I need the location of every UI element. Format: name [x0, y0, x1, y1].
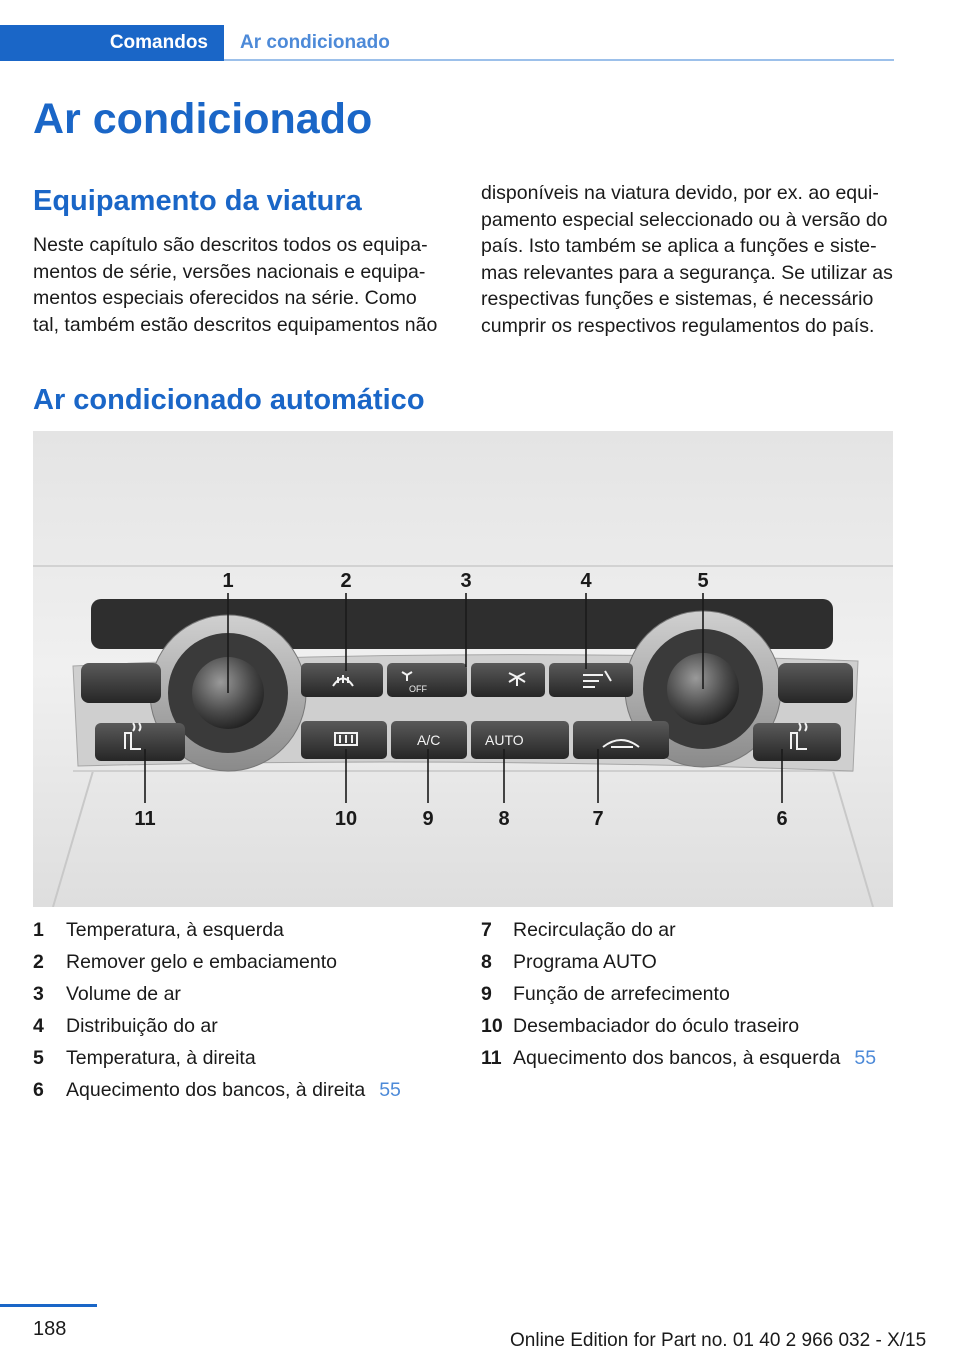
legend-item: [481, 1042, 911, 1074]
legend-item: [481, 978, 911, 1010]
legend-item: [33, 914, 463, 946]
intro-line: disponíveis na viatura devido, por ex. ao equi-: [481, 182, 879, 204]
edition-text: Online Edition for Part no. 01 40 2 966 032 - X/15: [510, 1330, 927, 1351]
footer-rule: [0, 1304, 97, 1307]
tab-ar-condicionado[interactable]: [240, 25, 390, 61]
legend-left: [33, 914, 463, 1106]
defrost-rear-button: [301, 721, 387, 759]
page-reference-link[interactable]: 55: [379, 1079, 401, 1101]
ac-label: A/C: [417, 732, 441, 748]
callout-6: 6: [776, 808, 788, 830]
legend-number: 9: [481, 983, 492, 1005]
legend-text: Programa AUTO: [513, 951, 657, 973]
legend-number: 2: [33, 951, 44, 973]
section-heading-automatico: Ar condicionado automático: [33, 384, 425, 416]
page-number: 188: [33, 1318, 67, 1340]
callout-10: 10: [334, 808, 358, 830]
fan-off-button: [387, 663, 467, 697]
legend-item: [33, 978, 463, 1010]
callout-11: 11: [134, 808, 156, 830]
legend-number: 11: [481, 1047, 502, 1069]
legend-number: 3: [33, 983, 44, 1005]
intro-text-left: [33, 232, 453, 338]
legend-number: 8: [481, 951, 492, 973]
intro-line: país. Isto também se aplica a funções e siste-: [481, 235, 877, 257]
callout-7: 7: [592, 808, 604, 830]
page-reference-link[interactable]: 55: [854, 1047, 877, 1069]
tab-ar-condicionado-label: Ar condicionado: [240, 32, 390, 53]
legend-item: [33, 1010, 463, 1042]
callout-2: 2: [340, 570, 352, 592]
legend-number: 4: [33, 1015, 44, 1037]
tab-comandos-label: Comandos: [109, 32, 208, 53]
section-heading-equipamento: Equipamento da viatura: [33, 185, 362, 217]
intro-line: mentos especiais oferecidos na série. Como: [33, 287, 417, 309]
off-label: OFF: [409, 684, 427, 694]
legend-text: Função de arrefecimento: [513, 983, 730, 1005]
intro-line: cumprir os respectivos regulamentos do país.: [481, 314, 875, 337]
legend-item: [481, 1010, 911, 1042]
callout-1: 1: [222, 570, 234, 592]
legend-number: 10: [481, 1015, 503, 1037]
legend-text: Aquecimento dos bancos, à direita: [66, 1079, 366, 1101]
intro-text-right: [481, 180, 896, 339]
legend-item: [33, 946, 463, 978]
legend-text: Distribuição do ar: [66, 1015, 218, 1037]
legend-item: [33, 1074, 463, 1106]
legend-number: 7: [481, 919, 492, 941]
legend-text: Desembaciador do óculo traseiro: [513, 1015, 800, 1037]
callout-4: 4: [580, 570, 592, 592]
header-rule: [224, 59, 894, 61]
legend-number: 5: [33, 1047, 44, 1069]
legend-number: 6: [33, 1079, 44, 1101]
legend-text: Remover gelo e embaciamento: [66, 951, 337, 973]
callout-5: 5: [697, 570, 709, 592]
legend-right: [481, 914, 911, 1074]
legend-text: Temperatura, à esquerda: [66, 919, 284, 941]
intro-line: respectivas funções e sistemas, é necessário: [481, 288, 874, 310]
callout-3: 3: [460, 570, 472, 592]
callout-9: 9: [422, 808, 434, 830]
legend-item: [481, 914, 911, 946]
legend-text: Temperatura, à direita: [66, 1047, 256, 1069]
intro-line: pamento especial seleccionado ou à versão do: [481, 208, 888, 231]
intro-line: mentos de série, versões nacionais e equipa-: [33, 260, 426, 283]
climate-panel-figure: [33, 431, 893, 907]
legend-text: Aquecimento dos bancos, à esquerda: [513, 1047, 841, 1069]
fan-button: [471, 663, 545, 697]
intro-line: tal, também estão descritos equipamentos não: [33, 313, 438, 336]
page-title: Ar condicionado: [33, 95, 373, 143]
intro-line: mas relevantes para a segurança. Se utilizar as: [481, 261, 893, 284]
legend-number: 1: [33, 919, 44, 941]
legend-text: Volume de ar: [66, 983, 181, 1005]
legend-item: [481, 946, 911, 978]
legend-item: [33, 1042, 463, 1074]
legend-text: Recirculação do ar: [513, 919, 676, 941]
tab-comandos[interactable]: [0, 25, 224, 61]
auto-label: AUTO: [485, 732, 524, 748]
intro-line: Neste capítulo são descritos todos os equipa-: [33, 234, 428, 256]
callout-8: 8: [498, 808, 510, 830]
